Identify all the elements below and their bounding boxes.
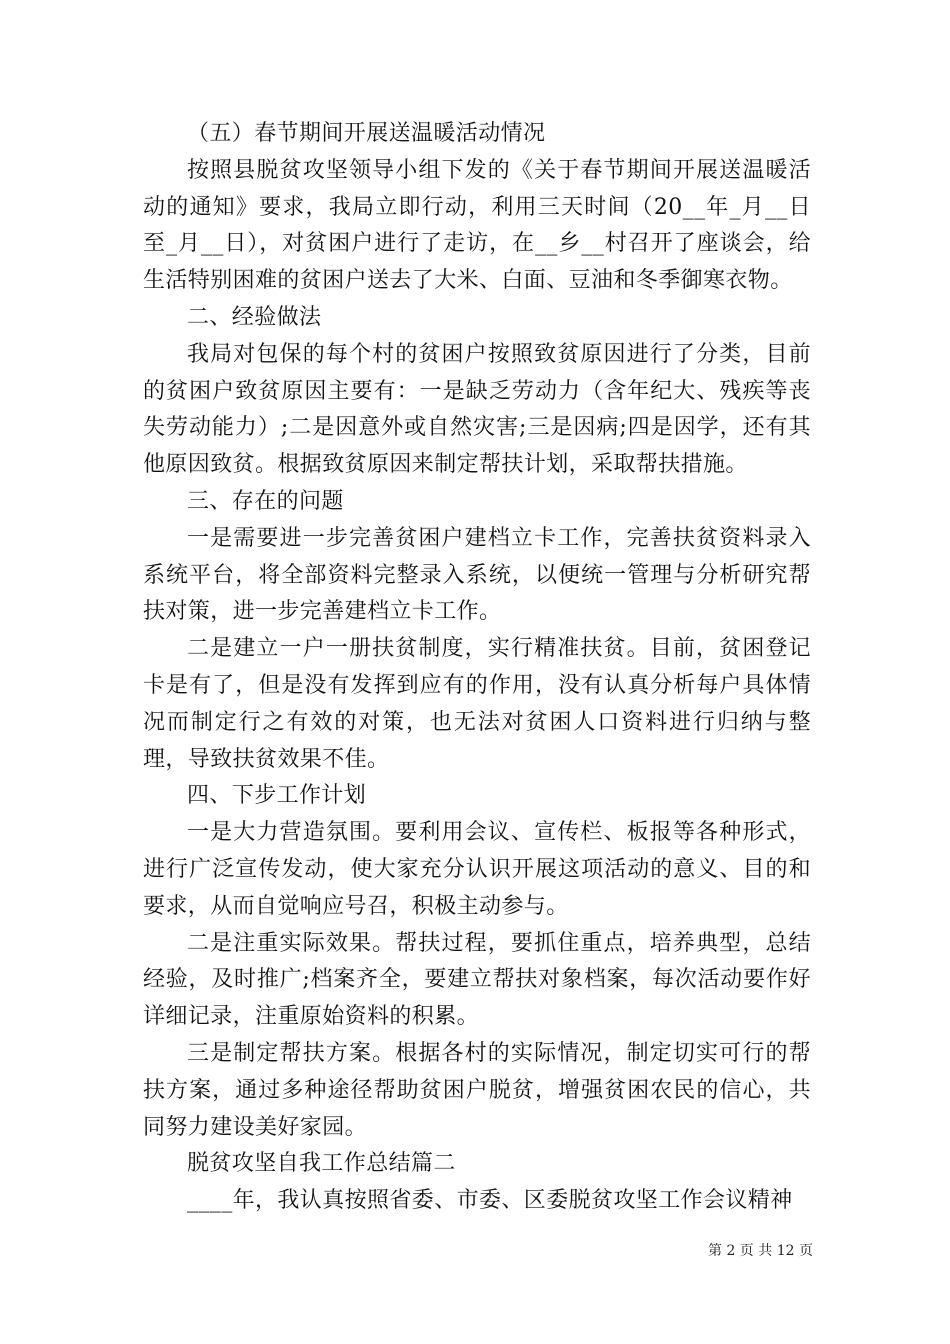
section-heading-experience: 二、经验做法 [187,304,322,330]
paragraph-problem-2: 二是建立一户一册扶贫制度，实行精准扶贫。目前，贫困登记卡是有了，但是没有发挥到应有的作用，没有认真分析每户具体情况而制定行之有效的对策，也无法对贫困人口资料进行归纳与整理，导致扶贫效果不佳。 [143,636,811,772]
article-title-part-two: 脱贫攻坚自我工作总结篇二 [187,1151,456,1177]
paragraph-experience: 我局对包保的每个村的贫困户按照致贫原因进行了分类，目前的贫困户致贫原因主要有：一是缺乏劳动力（含年纪大、残疾等丧失劳动能力）;二是因意外或自然灾害;三是因病;四是因学，还有其他原因致贫。根据致贫原因来制定帮扶计划，采取帮扶措施。 [143,341,811,478]
paragraph-plan-2: 二是注重实际效果。帮扶过程，要抓住重点，培养典型，总结经验，及时推广;档案齐全，要建立帮扶对象档案，每次活动要作好详细记录，注重原始资料的积累。 [143,930,811,1030]
section-heading-problems: 三、存在的问题 [187,488,344,514]
document-body [143,116,811,1220]
section-heading-next-plan: 四、下步工作计划 [187,783,367,809]
section-heading-spring-festival: （五）春节期间开展送温暖活动情况 [187,121,546,146]
paragraph-plan-3: 三是制定帮扶方案。根据各村的实际情况，制定切实可行的帮扶方案，通过多种途径帮助贫困户脱贫，增强贫困农民的信心，共同努力建设美好家园。 [143,1040,811,1140]
paragraph-problem-1: 一是需要进一步完善贫困户建档立卡工作，完善扶贫资料录入系统平台，将全部资料完整录入系统，以便统一管理与分析研究帮扶对策，进一步完善建档立卡工作。 [143,525,811,625]
paragraph-plan-1: 一是大力营造氛围。要利用会议、宣传栏、板报等各种形式，进行广泛宣传发动，使大家充分认识开展这项活动的意义、目的和要求，从而自觉响应号召，积极主动参与。 [143,820,811,919]
paragraph-spring-festival-activity: 按照县脱贫攻坚领导小组下发的《关于春节期间开展送温暖活动的通知》要求，我局立即行动，利用三天时间（20__年_月__日至_月__日），对贫困户进行了走访，在__乡__村召开了座谈会，给生活特别困难的贫困户送去了大米、白面、豆油和冬季御寒衣物。 [143,157,811,294]
page-number: 第 2 页 共 12 页 [708,1243,813,1259]
paragraph-part-two-intro: ____年，我认真按照省委、市委、区委脱贫攻坚工作会议精神 [187,1188,793,1214]
